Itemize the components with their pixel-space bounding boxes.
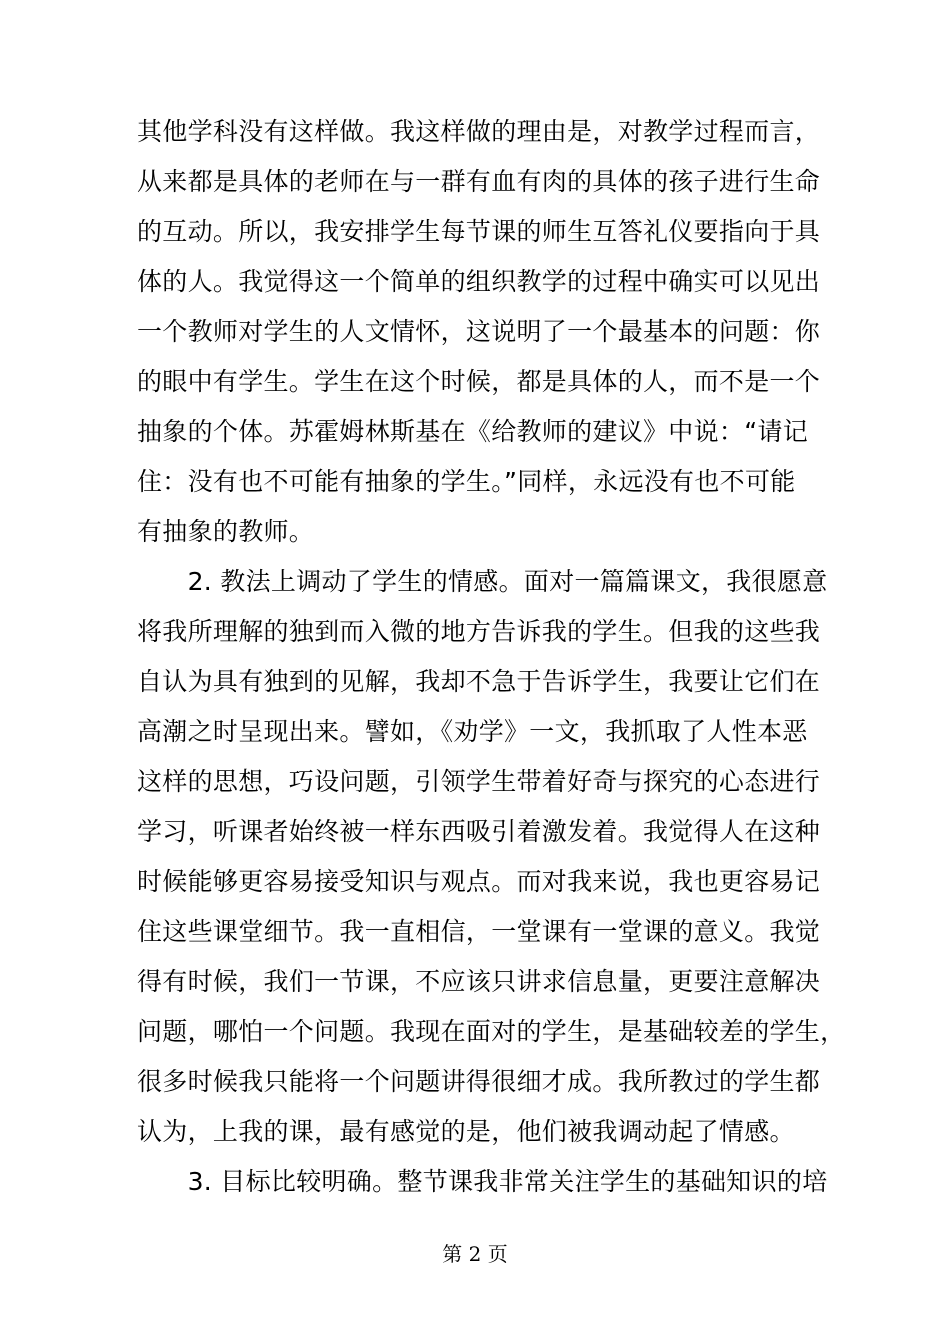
text-line: 将我所理解的独到而入微的地方告诉我的学生。但我的这些我 [137,617,821,646]
text-line: 学习，听课者始终被一样东西吸引着激发着。我觉得人在这种 [137,817,821,846]
text-line: 其他学科没有这样做。我这样做的理由是，对教学过程而言， [137,117,821,146]
text-line: 得有时候，我们一节课，不应该只讲求信息量，更要注意解决 [137,967,821,996]
body-text [137,107,846,1207]
text-line: 有抽象的教师。 [137,517,315,546]
text-line: 高潮之时呈现出来。譬如，《劝学》一文，我抓取了人性本恶 [137,717,808,746]
text-line: 体的人。我觉得这一个简单的组织教学的过程中确实可以见出 [137,267,821,296]
text-line: 2. 教法上调动了学生的情感。面对一篇篇课文，我很愿意 [137,567,828,596]
text-line: 抽象的个体。苏霍姆林斯基在《给教师的建议》中说：“请记 [137,417,809,446]
text-line: 的互动。所以，我安排学生每节课的师生互答礼仪要指向于具 [137,217,821,246]
page-number: 第 2 页 [442,1242,508,1266]
text-line: 3. 目标比较明确。整节课我非常关注学生的基础知识的培 [137,1167,828,1196]
text-line: 这样的思想，巧设问题，引领学生带着好奇与探究的心态进行 [137,767,821,796]
text-line: 自认为具有独到的见解，我却不急于告诉学生，我要让它们在 [137,667,821,696]
text-line: 时候能够更容易接受知识与观点。而对我来说，我也更容易记 [137,867,821,896]
text-line: 问题，哪怕一个问题。我现在面对的学生，是基础较差的学生， [137,1017,846,1046]
text-line: 认为，上我的课，最有感觉的是，他们被我调动起了情感。 [137,1117,795,1146]
text-line: 的眼中有学生。学生在这个时候，都是具体的人，而不是一个 [137,367,821,396]
text-line: 住：没有也不可能有抽象的学生。”同样，永远没有也不可能 [137,467,796,496]
text-line: 住这些课堂细节。我一直相信，一堂课有一堂课的意义。我觉 [137,917,821,946]
text-line: 从来都是具体的老师在与一群有血有肉的具体的孩子进行生命 [137,167,821,196]
text-line: 很多时候我只能将一个问题讲得很细才成。我所教过的学生都 [137,1067,821,1096]
text-line: 一个教师对学生的人文情怀，这说明了一个最基本的问题：你 [137,317,821,346]
